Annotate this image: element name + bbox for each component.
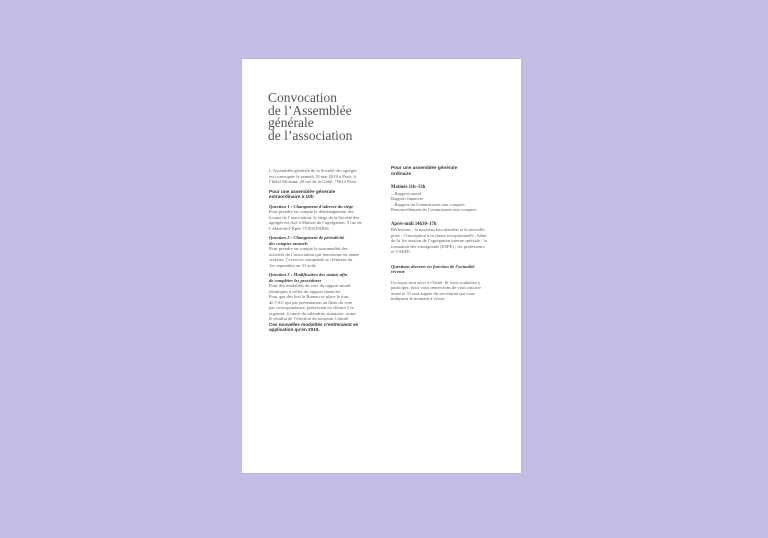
misc-questions-heading: Questions diverses en fonction de l’actualité récente [391, 263, 475, 274]
list-item: Renouvellement du Commissaire aux comptes [391, 207, 477, 212]
question-3-text: Pour des modalités de vote du rapport moral identiques à celles du rapport financier Pour que dès lors le Bureau se place le jour de l’AG qui par présentation au fléau du vote par correspondance, préservant en clôture 5 fo organisé, à cause du calendrier statutaire, avant le résultat de l’élection du nouveau Comité. [269, 283, 356, 321]
page-title [268, 92, 468, 142]
list-item: Rapport financier [391, 196, 424, 201]
extraordinary-heading: Pour une assemblée générale extraordinaire à 10h [269, 188, 336, 199]
question-1-text: Pour prendre en compte le déménagement des locaux de l’association, le siège de la Société des agrégés est fixé à Maison de l’agrégation, 9 rue de l’Abbé-de-l’Épée 75 005 PARIS [269, 209, 362, 231]
document-page [242, 59, 521, 473]
right-column [391, 165, 507, 306]
morning-agenda-list [391, 191, 507, 213]
morning-heading: Matinée 11h–13h [391, 185, 426, 190]
meal-text: Un repas sera servi à l’hôtel. Si vous souhaitez y participer, nous vous remercions de vous inscrire avant le 31 mai auprès du secrétariat qui vous indiquera le montant à verser. [391, 279, 482, 301]
title-line-4: de l’association [268, 127, 353, 143]
question-3-title: Question 3 : Modification des statuts afin de compléter les procédures [269, 272, 348, 283]
title-line-1: Convocation [268, 90, 337, 105]
closing-note: Ces nouvelles modalités n’entreraient en application qu’en 2019. [269, 321, 359, 332]
question-1-title: Question 1 : Changement d’adresse du siège [269, 203, 354, 209]
list-item: – Rapport du Commissaire aux comptes [391, 201, 465, 207]
title-line-3: générale [268, 115, 314, 130]
question-2-title: Question 2 : Changement de périodicité des comptes annuels [269, 235, 345, 246]
ordinary-heading: Pour une assemblée générale ordinaire [391, 165, 458, 176]
question-2-text: Pour prendre en compte la saisonnalité des activités de l’association qui fonctionne en année scolaire, l’exercice comptable se clôturera du 1er septembre au 31 août. [269, 246, 360, 268]
left-column [269, 168, 389, 333]
intro-paragraph: L’Assemblée générale de la Société des agrégés est convoquée le samedi 18 mai 2019 à Paris, à l’hôtel Moisant, 20 rue de la Gaîté, 75014 Paris. [269, 168, 358, 184]
afternoon-heading: Après-midi 14h30–17h [391, 221, 437, 227]
list-item: – Rapport moral [391, 190, 422, 196]
title-line-2: de l’Assemblée [268, 102, 352, 118]
afternoon-text: Réflexions : la nouveau baccalauréat et la nouvelle prise : l’inscription à la classe exceptionnelle ; bilan de la 1re session de l’agrégation interne spéciale ; la formation des enseignants (ESPE) ; les professeurs et l’AEFE. [391, 227, 487, 254]
